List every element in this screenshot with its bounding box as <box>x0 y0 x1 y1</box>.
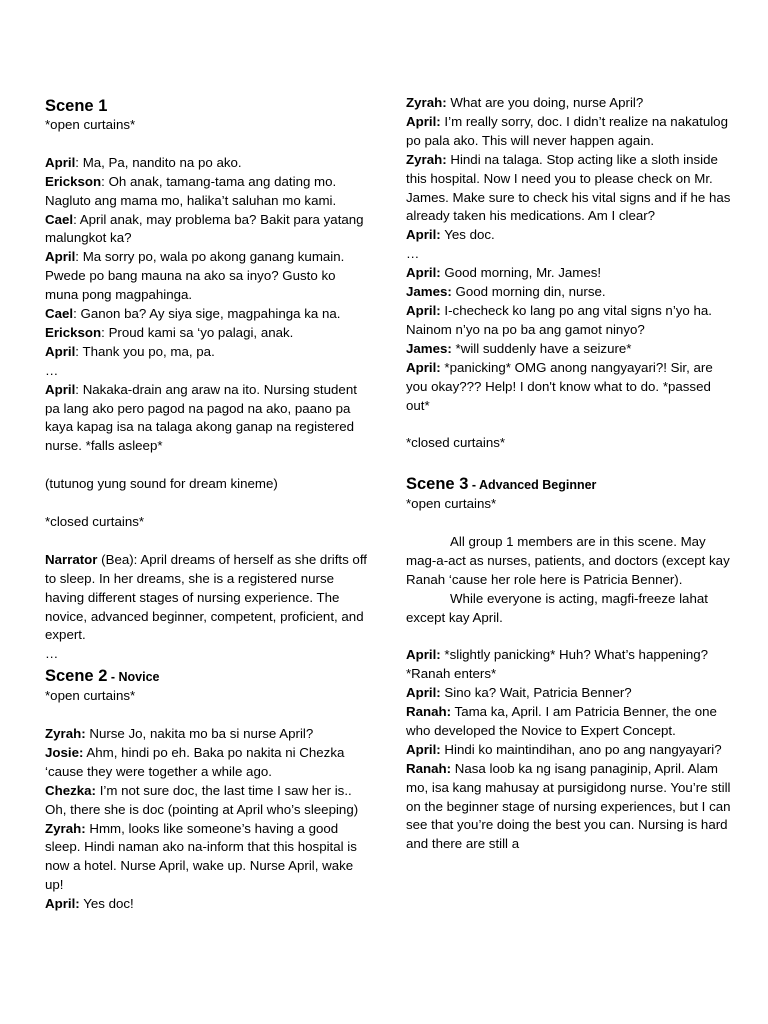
speaker-name: Chezka: <box>45 782 96 798</box>
dialogue-line <box>406 151 731 227</box>
stage-direction: *closed curtains* <box>406 435 506 451</box>
dialogue-line <box>45 305 370 324</box>
dialogue-line <box>45 551 370 646</box>
speaker-separator: : <box>73 306 81 322</box>
speaker-name: April <box>45 381 76 397</box>
dialogue-line <box>45 173 370 211</box>
dialogue-line <box>406 264 731 283</box>
speaker-name: Erickson <box>45 324 102 340</box>
speaker-name: Ranah: <box>406 760 452 776</box>
dialogue-text: Oh anak, tamang-tama ang dating mo. Nagluto ang mama mo, halika’t saluhan mo kami. <box>45 173 337 208</box>
dialogue-line <box>45 725 370 744</box>
stage-direction: *open curtains* <box>45 117 136 132</box>
dialogue-text: Sino ka? Wait, Patricia Benner? <box>444 685 632 701</box>
speaker-name: Zyrah: <box>45 820 86 836</box>
blank-line <box>45 456 370 475</box>
dialogue-text: *panicking* OMG anong nangyayari?! Sir, are you okay??? Help! I don't know what to do. *passed out* <box>406 359 713 413</box>
scene-subtitle: - Novice <box>107 670 160 685</box>
dialogue-line <box>406 646 731 665</box>
dialogue-text: April anak, may problema ba? Bakit para yatang malungkot ka? <box>45 211 364 246</box>
speaker-name: Erickson <box>45 173 102 189</box>
dialogue-text: Thank you po, ma, pa. <box>82 343 215 359</box>
stage-direction: *Ranah enters* <box>406 666 497 682</box>
speaker-name: April <box>45 154 76 170</box>
dialogue-line <box>45 820 370 896</box>
scene-heading <box>45 96 370 116</box>
dialogue-text: Ahm, hindi po eh. Baka po nakita ni Chezka ‘cause they were together a while ago. <box>45 744 345 779</box>
scene-title: Scene 2 <box>45 667 108 686</box>
dialogue-text: Ma sorry po, wala po akong ganang kumain. Pwede po bang mauna na ako sa inyo? Gusto ko muna pong magpahinga. <box>45 249 345 303</box>
dialogue-text: (Bea): April dreams of herself as she drifts off to sleep. In her dreams, she is a registered nurse having different stages of nursing experience. The novice, advanced beginner, competent, proficient, and expert. <box>45 551 367 643</box>
right-column <box>406 94 731 854</box>
dialogue-line <box>406 226 731 245</box>
dialogue-text: Nasa loob ka ng isang panaginip, April. Alam mo, isa kang mahusay at pursigidong nurse. You’re still on the beginner stage of nursing experiences, but I can see that you’re doing the best you can. Nursing is hard and there are still a <box>406 760 731 852</box>
dialogue-line <box>406 684 731 703</box>
dialogue-line <box>406 113 731 151</box>
dialogue-text: Yes doc. <box>444 227 495 243</box>
left-column <box>45 94 370 914</box>
dialogue-text: I’m really sorry, doc. I didn’t realize na nakatulog po pala ako. This will never happen again. <box>406 113 728 148</box>
dialogue-text: *will suddenly have a seizure* <box>455 340 632 356</box>
dialogue-line <box>45 324 370 343</box>
speaker-name: April: <box>45 896 80 912</box>
stage-direction: *open curtains* <box>45 688 136 704</box>
speaker-separator: : <box>75 249 83 265</box>
dialogue-line <box>406 359 731 416</box>
scene-title: Scene 1 <box>45 97 108 115</box>
speaker-separator: : <box>73 211 80 227</box>
blank-line <box>406 627 731 646</box>
speaker-separator: : <box>101 324 109 340</box>
blank-line <box>406 453 731 472</box>
indented-paragraph: All group 1 members are in this scene. May mag-a-act as nurses, patients, and doctors (except kay Ranah ‘cause her role here is Patricia Benner). <box>406 533 730 587</box>
dialogue-text: I-checheck ko lang po ang vital signs n’yo ha. Nainom n’yo na po ba ang gamot ninyo? <box>406 302 712 337</box>
speaker-separator: : <box>75 343 83 359</box>
blank-line <box>45 706 370 725</box>
dialogue-text: Ganon ba? Ay siya sige, magpahinga ka na. <box>80 306 341 322</box>
speaker-name: April: <box>406 265 441 281</box>
speaker-name: Zyrah: <box>406 95 447 110</box>
dialogue-line <box>45 782 370 820</box>
dialogue-text: Proud kami sa ‘yo palagi, anak. <box>108 324 294 340</box>
speaker-name: April <box>45 249 76 265</box>
speaker-name: April: <box>406 741 441 757</box>
speaker-name: James: <box>406 340 452 356</box>
dialogue-line <box>406 340 731 359</box>
speaker-name: April: <box>406 113 441 129</box>
dialogue-text: Hindi na talaga. Stop acting like a sloth inside this hospital. Now I need you to please check on Mr. James. Make sure to check his vital signs and if he has already taken his medications. Am I clear? <box>406 151 731 224</box>
dialogue-line <box>406 94 731 113</box>
stage-direction: *open curtains* <box>406 496 497 512</box>
speaker-separator: : <box>75 381 83 397</box>
scene-subtitle: - Advanced Beginner <box>468 478 597 493</box>
speaker-name: Josie: <box>45 744 84 760</box>
speaker-name: April: <box>406 647 441 663</box>
stage-direction: … <box>45 362 59 378</box>
blank-line <box>406 514 731 533</box>
dialogue-text: Tama ka, April. I am Patricia Benner, the one who developed the Novice to Expert Concept. <box>406 704 717 738</box>
stage-direction: … <box>45 646 59 662</box>
dialogue-text: Hmm, looks like someone’s having a good sleep. Hindi naman ako na-inform that this hospital is now a hotel. Nurse April, wake up. Nurse April, wake up! <box>45 820 357 893</box>
scene-heading <box>45 666 370 687</box>
blank-line <box>45 135 370 154</box>
dialogue-line <box>45 154 370 173</box>
speaker-name: April: <box>406 359 441 375</box>
dialogue-text: Good morning, Mr. James! <box>444 265 602 281</box>
dialogue-line <box>406 283 731 302</box>
dialogue-line <box>45 381 370 457</box>
speaker-name: April <box>45 343 76 359</box>
speaker-separator: : <box>75 154 83 170</box>
speaker-name: Cael <box>45 306 74 322</box>
dialogue-line <box>45 211 370 249</box>
speaker-name: April: <box>406 302 441 318</box>
speaker-name: Zyrah: <box>45 726 86 742</box>
blank-line <box>406 415 731 434</box>
speaker-name: Narrator <box>45 551 98 567</box>
dialogue-text: Good morning din, nurse. <box>455 284 606 300</box>
dialogue-text: Nakaka-drain ang araw na ito. Nursing student pa lang ako pero pagod na pagod na ako, paano pa kaya kapag isa na talaga akong ganap na registered nurse. *falls asleep* <box>45 381 357 454</box>
dialogue-line <box>45 744 370 782</box>
speaker-name: Zyrah: <box>406 151 447 167</box>
dialogue-text: Ma, Pa, nandito na po ako. <box>82 154 242 170</box>
speaker-name: Ranah: <box>406 704 452 720</box>
speaker-name: April: <box>406 685 441 701</box>
indented-paragraph: While everyone is acting, magfi-freeze lahat except kay April. <box>406 590 708 625</box>
scene-heading <box>406 474 731 495</box>
dialogue-line <box>45 895 370 914</box>
dialogue-line <box>406 760 731 855</box>
speaker-name: April: <box>406 227 441 243</box>
speaker-name: James: <box>406 284 452 300</box>
stage-direction: … <box>406 246 420 262</box>
stage-direction: *closed curtains* <box>45 513 145 529</box>
dialogue-line <box>406 302 731 340</box>
dialogue-text: Nurse Jo, nakita mo ba si nurse April? <box>89 726 314 742</box>
scene-title: Scene 3 <box>406 475 469 494</box>
speaker-separator: : <box>101 173 109 189</box>
speaker-name: Cael <box>45 211 74 227</box>
dialogue-line <box>45 343 370 362</box>
dialogue-line <box>45 248 370 305</box>
blank-line <box>45 532 370 551</box>
dialogue-text: I’m not sure doc, the last time I saw her is.. Oh, there she is doc (pointing at April who’s sleeping) <box>45 782 359 817</box>
dialogue-text: Hindi ko maintindihan, ano po ang nangyayari? <box>444 741 722 757</box>
dialogue-line <box>406 741 731 760</box>
dialogue-text: *slightly panicking* Huh? What’s happening? <box>444 647 709 663</box>
blank-line <box>45 494 370 513</box>
stage-direction: (tutunog yung sound for dream kineme) <box>45 476 278 492</box>
dialogue-line <box>406 703 731 741</box>
dialogue-text: Yes doc! <box>83 896 134 912</box>
dialogue-text: What are you doing, nurse April? <box>450 95 644 110</box>
